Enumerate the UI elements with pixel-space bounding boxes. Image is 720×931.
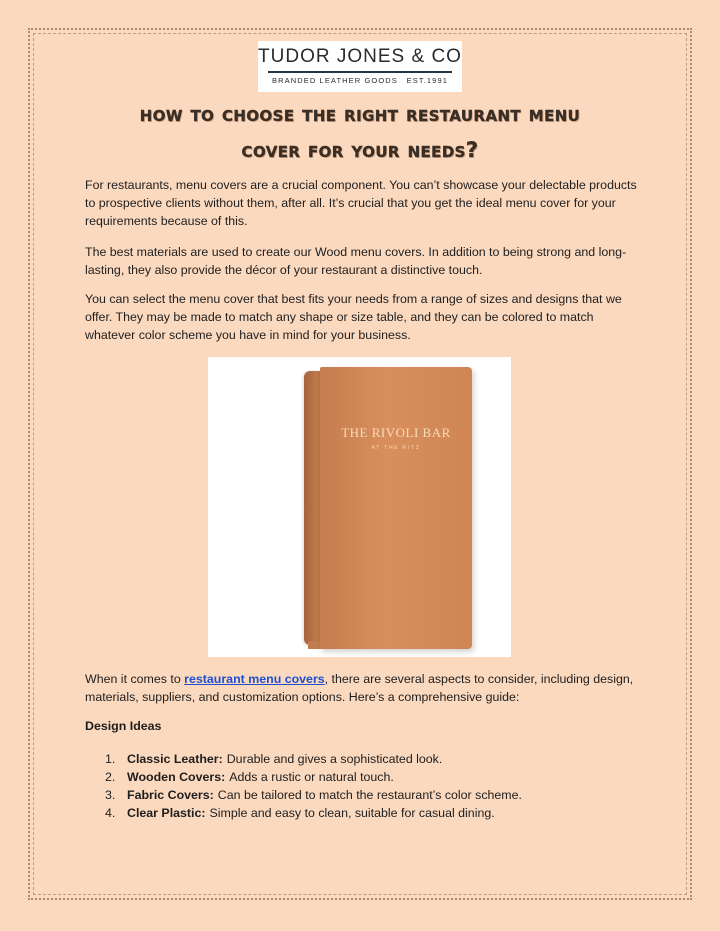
paragraph-4 bbox=[85, 670, 645, 706]
list-item-number: 1. bbox=[105, 752, 116, 766]
list-item-term: Clear Plastic: bbox=[127, 806, 206, 820]
design-ideas-heading: Design Ideas bbox=[85, 719, 162, 733]
list-item-term: Classic Leather: bbox=[127, 752, 223, 766]
logo-tagline bbox=[258, 76, 462, 85]
page-title bbox=[60, 96, 660, 168]
list-item-number: 3. bbox=[105, 788, 116, 802]
list-item-desc: Adds a rustic or natural touch. bbox=[229, 770, 394, 784]
paragraph-2 bbox=[85, 243, 645, 279]
paragraph-3 bbox=[85, 290, 645, 344]
logo-divider bbox=[268, 71, 452, 73]
restaurant-menu-covers-link[interactable]: restaurant menu covers bbox=[184, 672, 325, 686]
list-item bbox=[105, 750, 625, 768]
paragraph-2-text: The best materials are used to create our Wood menu covers. In addition to being strong and long-lasting, they also provide the décor of your restaurant a distinctive touch. bbox=[85, 245, 627, 277]
list-item bbox=[105, 804, 625, 822]
cover-title: THE RIVOLI BAR bbox=[341, 425, 451, 440]
list-item-desc: Can be tailored to match the restaurant’s color scheme. bbox=[217, 788, 522, 802]
paragraph-4-before: When it comes to bbox=[85, 672, 185, 686]
paragraph-1 bbox=[85, 176, 645, 230]
paragraph-1-text: For restaurants, menu covers are a crucial component. You can’t showcase your delectable products to prospective clients without them, after all. It’s crucial that you get the ideal menu cover for your requirements because of this. bbox=[85, 178, 637, 228]
list-item-number: 2. bbox=[105, 770, 116, 784]
logo-name: TUDOR JONES & CO bbox=[258, 46, 462, 67]
list-item-term: Wooden Covers: bbox=[127, 770, 226, 784]
list-item-term: Fabric Covers: bbox=[127, 788, 214, 802]
paragraph-3-text: You can select the menu cover that best fits your needs from a range of sizes and designs that we offer. They may be made to match any shape or size table, and they can be colored to match whatever color scheme you have in mind for your business. bbox=[85, 292, 622, 342]
leather-menu-cover bbox=[320, 367, 472, 649]
title-line-1: how to choose the right restaurant menu bbox=[139, 102, 581, 126]
paragraph-4-after: , there are several aspects to consider, including design, materials, suppliers, and customization options. Here’s a comprehensive guide: bbox=[85, 672, 634, 704]
logo-tagline-left: BRANDED LEATHER GOODS bbox=[272, 76, 398, 85]
company-logo bbox=[258, 41, 462, 92]
menu-cover-photo bbox=[208, 357, 511, 657]
design-ideas-list bbox=[105, 750, 625, 822]
list-item-number: 4. bbox=[105, 806, 116, 820]
list-item bbox=[105, 768, 625, 786]
list-item-desc: Simple and easy to clean, suitable for casual dining. bbox=[209, 806, 495, 820]
paragraph-4-text bbox=[85, 670, 645, 706]
list-item bbox=[105, 786, 625, 804]
title-line-2: cover for your needs? bbox=[241, 138, 479, 162]
cover-subtitle: AT THE RITZ bbox=[371, 445, 421, 451]
logo-tagline-right: EST.1991 bbox=[406, 76, 448, 85]
list-item-desc: Durable and gives a sophisticated look. bbox=[226, 752, 443, 766]
